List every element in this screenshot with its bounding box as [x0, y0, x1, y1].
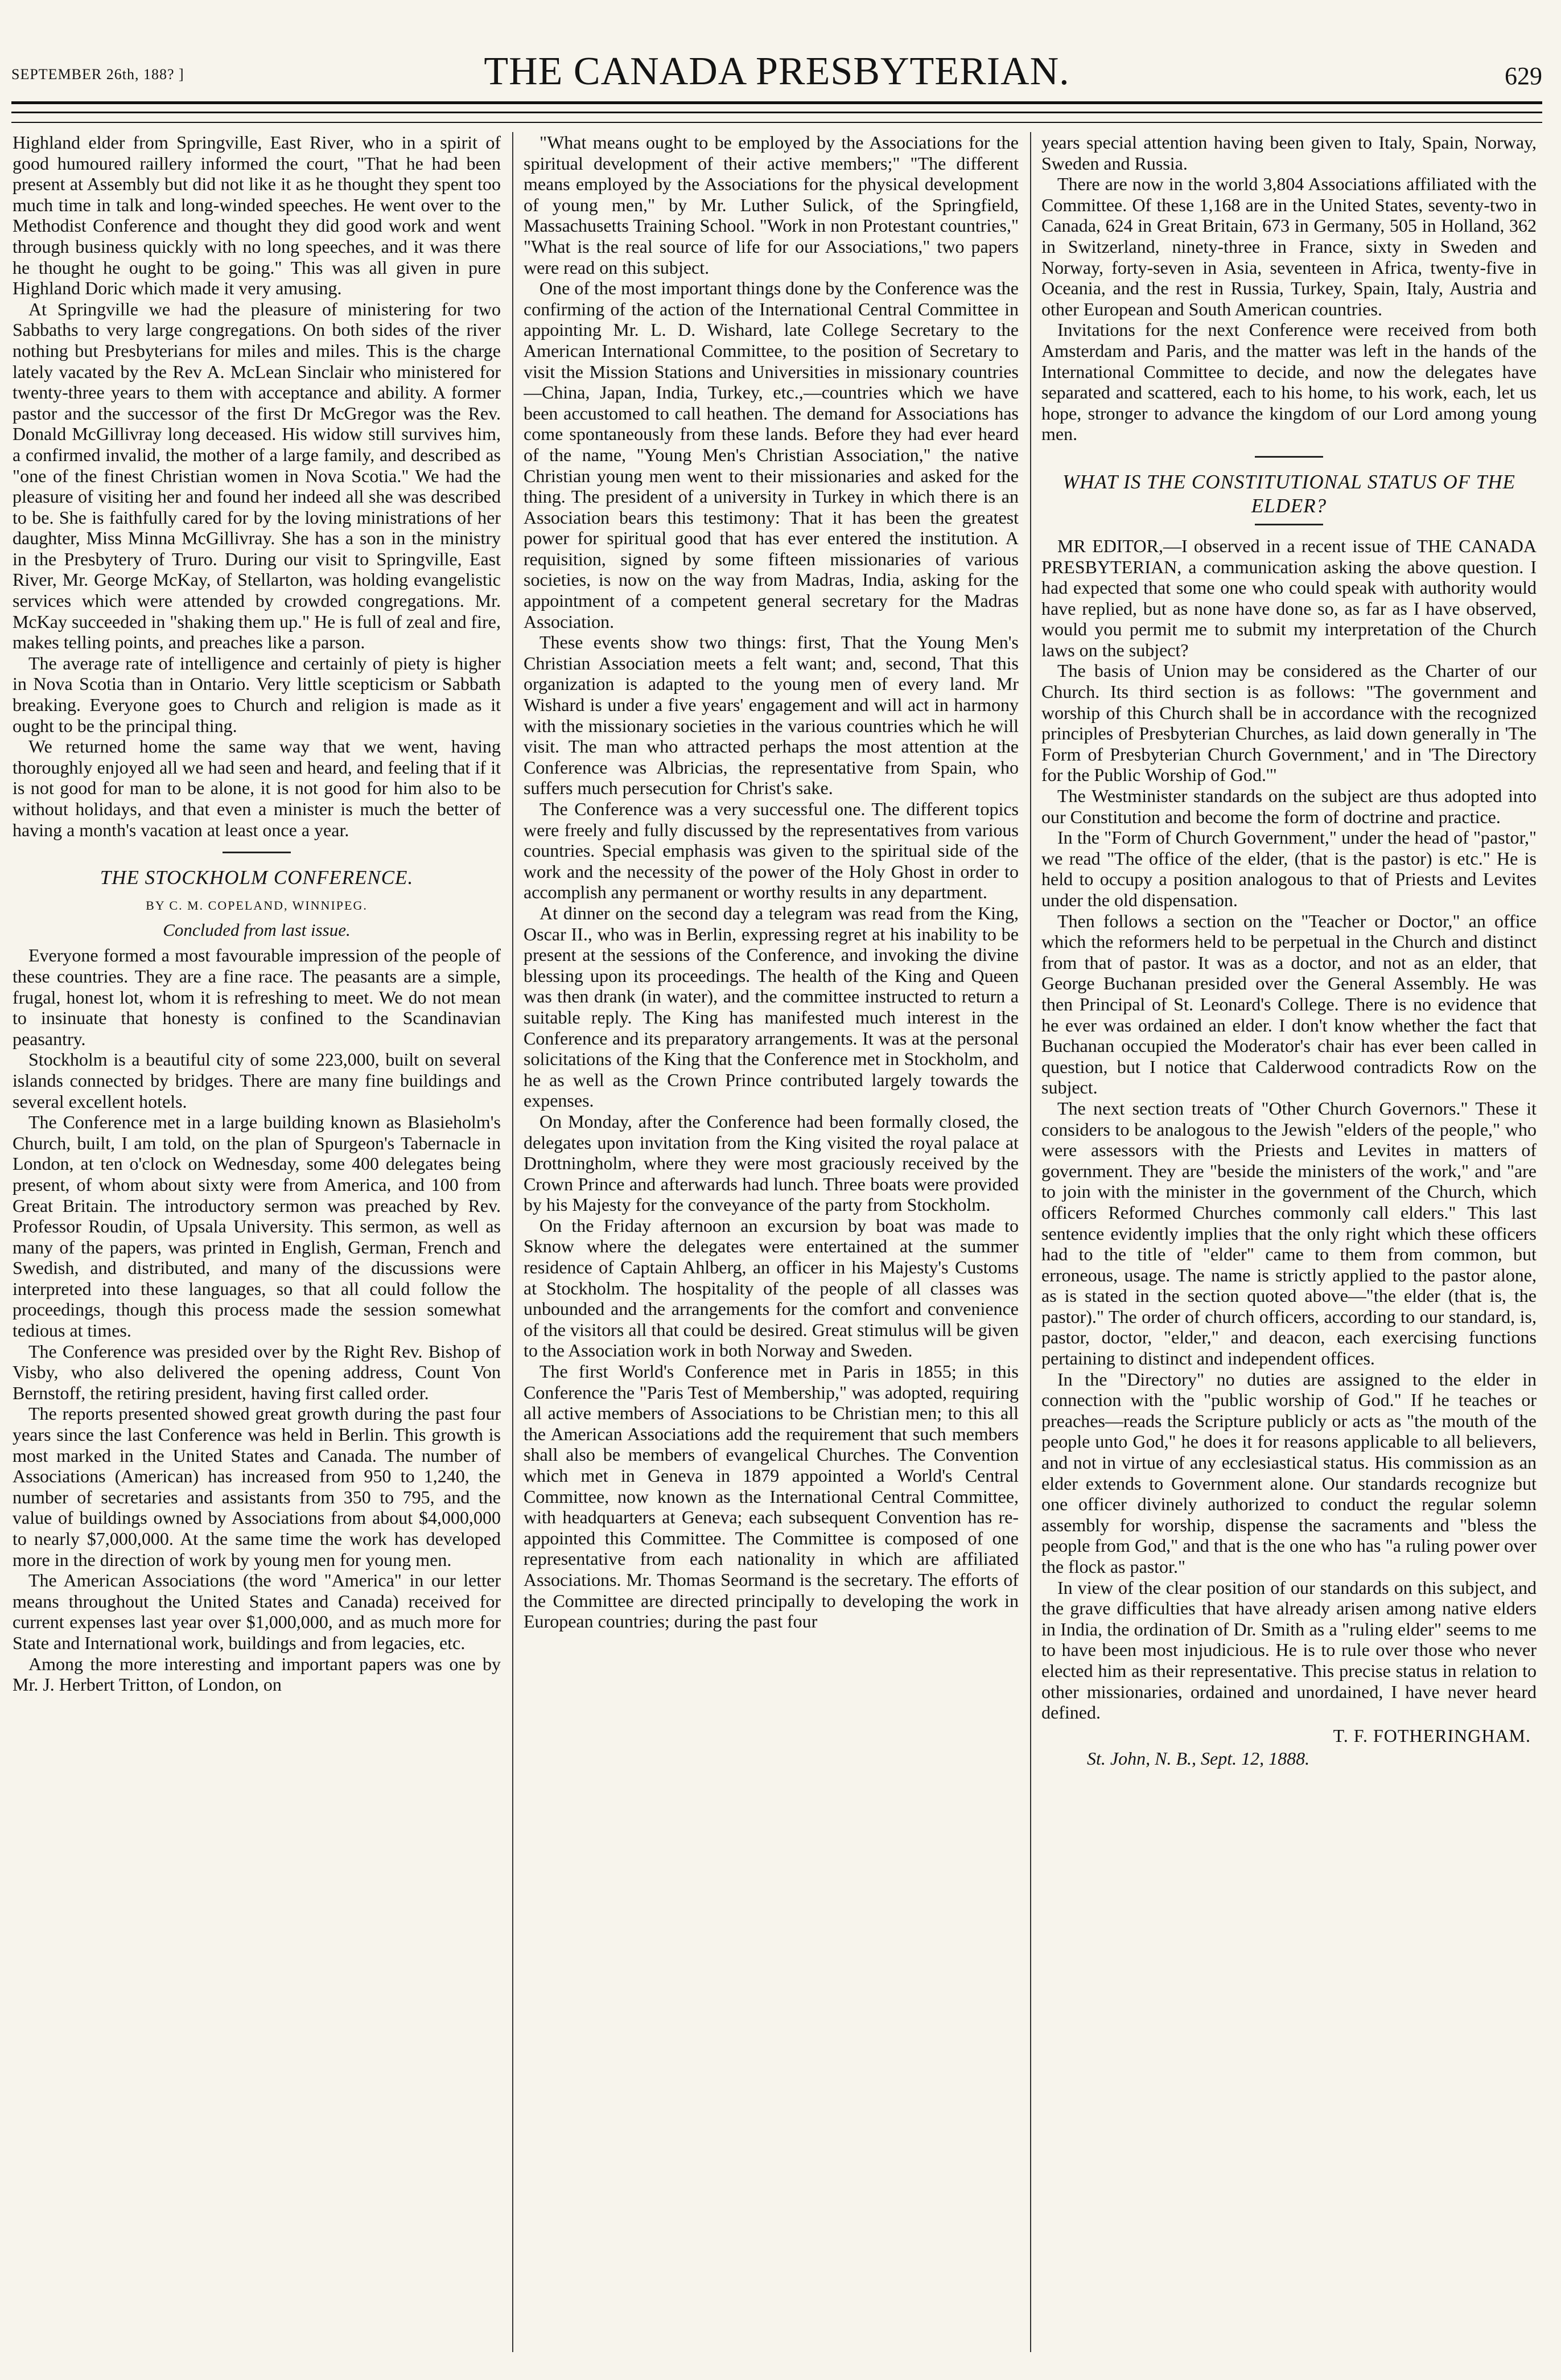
- paragraph: Then follows a section on the "Teacher or Doctor," an office which the reformers held to be perpetual in the Church and distinct from that of pastor. It was as a doctor, and not as an elder, that George Buchanan presided over the General Assembly. He was then Principal of St. Leonard's College. There is no evidence that he ever was ordained an elder. I don't know whether the fact that Buchanan occupied the Moderator's chair has ever been called in question, but I notice that Calderwood contradicts Row on the subject.: [1041, 910, 1537, 1098]
- paragraph: MR EDITOR,—I observed in a recent issue of THE CANADA PRESBYTERIAN, a communication asking the above question. I had expected that some one who could speak with authority would have replied, but as none have done so, as far as I have observed, would you permit me to submit my interpretation of the Church laws on the subject?: [1041, 535, 1537, 660]
- section-divider: [1255, 524, 1323, 525]
- masthead: [11, 41, 1542, 93]
- paragraph: Everyone formed a most favourable impression of the people of these countries. They are a fine race. The peasants are a simple, frugal, honest lot, whom it is refreshing to meet. We do not mean to insinuate that honesty is confined to the Scandinavian peasantry.: [13, 945, 501, 1049]
- article-title: THE STOCKHOLM CONFERENCE.: [100, 866, 414, 889]
- paragraph: In the "Form of Church Government," under the head of "pastor," we read "The office of the elder, (that is the pastor) is etc." He is held to occupy a position analogous to that of Priests and Levites under the old dispensation.: [1041, 827, 1537, 910]
- paragraph: The basis of Union may be considered as the Charter of our Church. Its third section is as follows: "The government and worship of this Church shall be in accordance with the recognized principles of Presbyterian Churches, as laid down generally in 'The Form of Presbyterian Church Government,' and in 'The Directory for the Public Worship of God.'": [1041, 660, 1537, 786]
- page-number: 629: [1505, 62, 1542, 90]
- paragraph: years special attention having been given to Italy, Spain, Norway, Sweden and Russia.: [1041, 132, 1537, 174]
- section-divider: [223, 852, 291, 853]
- paragraph: The Conference was a very successful one. The different topics were freely and fully discussed by the representatives from various countries. Special emphasis was given to the spiritual side of the work and the necessity of the power of the Holy Ghost in order to accomplish any permanent or worthy results in any department.: [524, 799, 1019, 903]
- paragraph: There are now in the world 3,804 Associations affiliated with the Committee. Of these 1,168 are in the United States, seventy-two in Canada, 624 in Great Britain, 673 in Germany, 505 in Holland, 362 in Switzerland, ninety-three in France, sixty in Sweden and Norway, forty-seven in Asia, seventeen in Africa, twenty-five in Oceania, and the rest in Russia, Turkey, Spain, Italy, Austria and other European and South American countries.: [1041, 174, 1537, 319]
- issue-date: SEPTEMBER 26th, 188? ]: [11, 66, 184, 83]
- column-1: [13, 132, 501, 2352]
- paragraph: The Conference met in a large building known as Blasieholm's Church, built, I am told, on the plan of Spurgeon's Tabernacle in London, at ten o'clock on Wednesday, some 400 delegates being present, of whom about sixty were from America, and 100 from Great Britain. The introductory sermon was preached by Rev. Professor Roudin, of Upsala University. This sermon, as well as many of the papers, was printed in English, German, French and Swedish, and distributed, and many of the discussions were interpreted into these languages, so that all could follow the proceedings, though this process made the session somewhat tedious at times.: [13, 1112, 501, 1341]
- column-divider: [1030, 132, 1031, 2352]
- header-rule-thin: [11, 122, 1542, 123]
- paragraph: In the "Directory" no duties are assigned to the elder in connection with the "public worship of God." If he teaches or preaches—reads the Scripture publicly or acts as "the mouth of the people unto God," he does it for reasons applicable to all believers, and not in virtue of any ecclesiastical status. His commission as an elder extends to Government alone. Our standards recognize but one officer divinely authorized to conduct the regular solemn assembly for worship, dispense the sacraments and "bless the people from God," and that is the one who has "a ruling power over the flock as pastor.": [1041, 1368, 1537, 1577]
- column-divider: [512, 132, 513, 2352]
- paragraph: The reports presented showed great growth during the past four years since the last Conference was held in Berlin. This growth is most marked in the United States and Canada. The number of Associations (American) has increased from 950 to 1,240, the number of secretaries and assistants from 350 to 795, and the value of buildings owned by Associations from about $4,000,000 to nearly $7,000,000. At the same time the work has developed more in the direction of work by young men for young men.: [13, 1403, 501, 1570]
- paragraph: On the Friday afternoon an excursion by boat was made to Sknow where the delegates were entertained at the summer residence of Captain Ahlberg, an officer in his Majesty's Customs at Stockholm. The hospitality of the people of all classes was unbounded and the arrangements for the comfort and convenience of the visitors all that could be desired. Great stimulus will be given to the Association work in both Norway and Sweden.: [524, 1215, 1019, 1361]
- header-rule-thick: [11, 101, 1542, 104]
- paragraph: The average rate of intelligence and certainly of piety is higher in Nova Scotia than in Ontario. Very little scepticism or Sabbath breaking. Everyone goes to Church and religion is made as it ought to be the principal thing.: [13, 652, 501, 736]
- header-rule: [11, 112, 1542, 113]
- paragraph: Among the more interesting and important papers was one by Mr. J. Herbert Tritton, of London, on: [13, 1653, 501, 1695]
- paragraph: On Monday, after the Conference had been formally closed, the delegates upon invitation from the King visited the royal palace at Drottningholm, where they were most graciously received by the Crown Prince and afterwards had lunch. Three boats were provided by his Majesty for the conveyance of the party from Stockholm.: [524, 1111, 1019, 1215]
- section-divider: [1255, 456, 1323, 458]
- place-date: St. John, N. B., Sept. 12, 1888.: [1087, 1748, 1310, 1769]
- paragraph: The first World's Conference met in Paris in 1855; in this Conference the "Paris Test of Membership," was adopted, requiring all active members of Associations to be Christian men; to this all the American Associations add the requirement that such members shall also be members of evangelical Churches. The Convention which met in Geneva in 1879 appointed a World's Central Committee, now known as the International Central Committee, with headquarters at Geneva; each subsequent Convention has re-appointed this Committee. The Committee is composed of one representative from each nationality in which are affiliated Associations. Mr. Thomas Seormand is the secretary. The efforts of the Committee are directed principally to developing the work in European countries; during the past four: [524, 1361, 1019, 1632]
- paragraph: Invitations for the next Conference were received from both Amsterdam and Paris, and the matter was left in the hands of the International Committee to decide, and now the delegates have separated and scattered, each to his home, to his work, each, let us hope, stronger to advance the kingdom of our Lord among young men.: [1041, 319, 1537, 445]
- paragraph: Highland elder from Springville, East River, who in a spirit of good humoured raillery informed the court, "That he had been present at Assembly but did not like it as he thought they spent too much time in talk and long-winded speeches. He went over to the Methodist Conference and thought they did good work and went through business quickly with no long speeches, and it was there he thought he ought to be going." This was all given in pure Highland Doric which made it very amusing.: [13, 132, 501, 299]
- paragraph: "What means ought to be employed by the Associations for the spiritual development of their active members;" "The different means employed by the Associations for the physical development of young men," by Mr. Luther Sulick, of the Springfield, Massachusetts Training School. "Work in non Protestant countries," "What is the real source of life for our Associations," two papers were read on this subject.: [524, 132, 1019, 278]
- column-2: [524, 132, 1019, 2352]
- paragraph: The next section treats of "Other Church Governors." These it considers to be analogous to the Jewish "elders of the people," who were assessors with the Priests and Levites in matters of government. They are "beside the ministers of the work," and "are to join with the minister in the government of the Church, which officers Reformed Churches commonly call elders." This last sentence evidently implies that the only right which these officers had to the title of "elder" came to them from common, but erroneous, usage. The name is strictly applied to the pastor alone, as is stated in the section quoted above—"the elder (that is, the pastor)." The order of church officers, according to our standard, is, pastor, doctor, "elder," and deacon, each exercising functions pertaining to distinct and independent offices.: [1041, 1097, 1537, 1369]
- paragraph: The Conference was presided over by the Right Rev. Bishop of Visby, who also delivered the opening address, Count Von Bernstoff, the retiring president, having first called order.: [13, 1341, 501, 1403]
- paragraph: The American Associations (the word "America" in our letter means throughout the United States and Canada) received for current expenses last year over $1,000,000, and as much more for State and International work, buildings and from legacies, etc.: [13, 1570, 501, 1653]
- paragraph: The Westminister standards on the subject are thus adopted into our Constitution and become the form of doctrine and practice.: [1041, 786, 1537, 827]
- paragraph: Stockholm is a beautiful city of some 223,000, built on several islands connected by bridges. There are many fine buildings and several excellent hotels.: [13, 1049, 501, 1112]
- paragraph: These events show two things: first, That the Young Men's Christian Association meets a felt want; and, second, That this organization is adapted to the young men of every land. Mr Wishard is under a five years' engagement and will act in harmony with the missionary societies in the various countries which he will visit. The man who attracted perhaps the most attention at the Conference was Albricias, the representative from Spain, who suffers much persecution for Christ's sake.: [524, 632, 1019, 799]
- paragraph: One of the most important things done by the Conference was the confirming of the action of the International Central Committee in appointing Mr. L. D. Wishard, late College Secretary to the American International Committee, to the position of Secretary to visit the Mission Stations and Universities in missionary countries—China, Japan, India, Turkey, etc.,—countries which we have been accustomed to call heathen. The demand for Associations has come spontaneously from these lands. Before they had ever heard of the name, "Young Men's Christian Association," the native Christian young men went to their missionaries and asked for the thing. The president of a university in Turkey in which there is an Association bears this testimony: That it has been the greatest power for spiritual good that has ever entered the institution. A requisition, signed by some fifteen missionaries of various societies, is now on the way from Madras, India, asking for the appointment of a competent general secretary for the Madras Association.: [524, 278, 1019, 632]
- column-3: [1041, 132, 1537, 2352]
- paragraph: At Springville we had the pleasure of ministering for two Sabbaths to very large congregations. On both sides of the river nothing but Presbyterians for miles and miles. This is the charge lately vacated by the Rev A. McLean Sinclair who ministered for twenty-three years to them with acceptance and ability. A former pastor and the successor of the first Dr McGregor was the Rev. Donald McGillivray long deceased. His widow still survives him, a confirmed invalid, the mother of a large family, and described as "one of the finest Christian women in Nova Scotia." We had the pleasure of visiting her and found her indeed all she was described to be. She is faithfully cared for by the loving ministrations of her daughter, Miss Minna McGillivray. She has a son in the ministry in the Presbytery of Truro. During our visit to Springville, East River, Mr. George McKay, of Stellarton, was holding evangelistic services which were attended by crowded congregations. Mr. McKay succeeded in "shaking them up." He is full of zeal and fire, makes telling points, and preaches like a parson.: [13, 298, 501, 653]
- author-signature: T. F. FOTHERINGHAM.: [1333, 1725, 1531, 1746]
- article-title: WHAT IS THE CONSTITUTIONAL STATUS OF THE ELDER?: [1062, 470, 1515, 517]
- continuation-note: Concluded from last issue.: [163, 919, 351, 940]
- paragraph: In view of the clear position of our standards on this subject, and the grave difficulties that have already arisen among native elders in India, the ordination of Dr. Smith as a "ruling elder" seems to me to have been most injudicious. He is to rule over those who never elected him as their representative. This precise status in relation to other missionaries, ordained and unordained, I have never heard defined.: [1041, 1577, 1537, 1723]
- byline: BY C. M. COPELAND, WINNIPEG.: [146, 898, 368, 913]
- paragraph: We returned home the same way that we went, having thoroughly enjoyed all we had seen and heard, and feeling that if it is not good for man to be alone, it is not good for him also to be without holidays, and that even a minister is much the better of having a month's vacation at least once a year.: [13, 736, 501, 840]
- newspaper-title: THE CANADA PRESBYTERIAN.: [484, 50, 1070, 93]
- paragraph: At dinner on the second day a telegram was read from the King, Oscar II., who was in Berlin, expressing regret at his inability to be present at the sessions of the Conference, and invoking the divine blessing upon its proceedings. The health of the King and Queen was then drank (in water), and the committee instructed to return a suitable reply. The King has manifested much interest in the Conference and its preparatory arrangements. It was at the personal solicitations of the King that the Conference met in Stockholm, and he as well as the Crown Prince contributed largely towards the expenses.: [524, 902, 1019, 1111]
